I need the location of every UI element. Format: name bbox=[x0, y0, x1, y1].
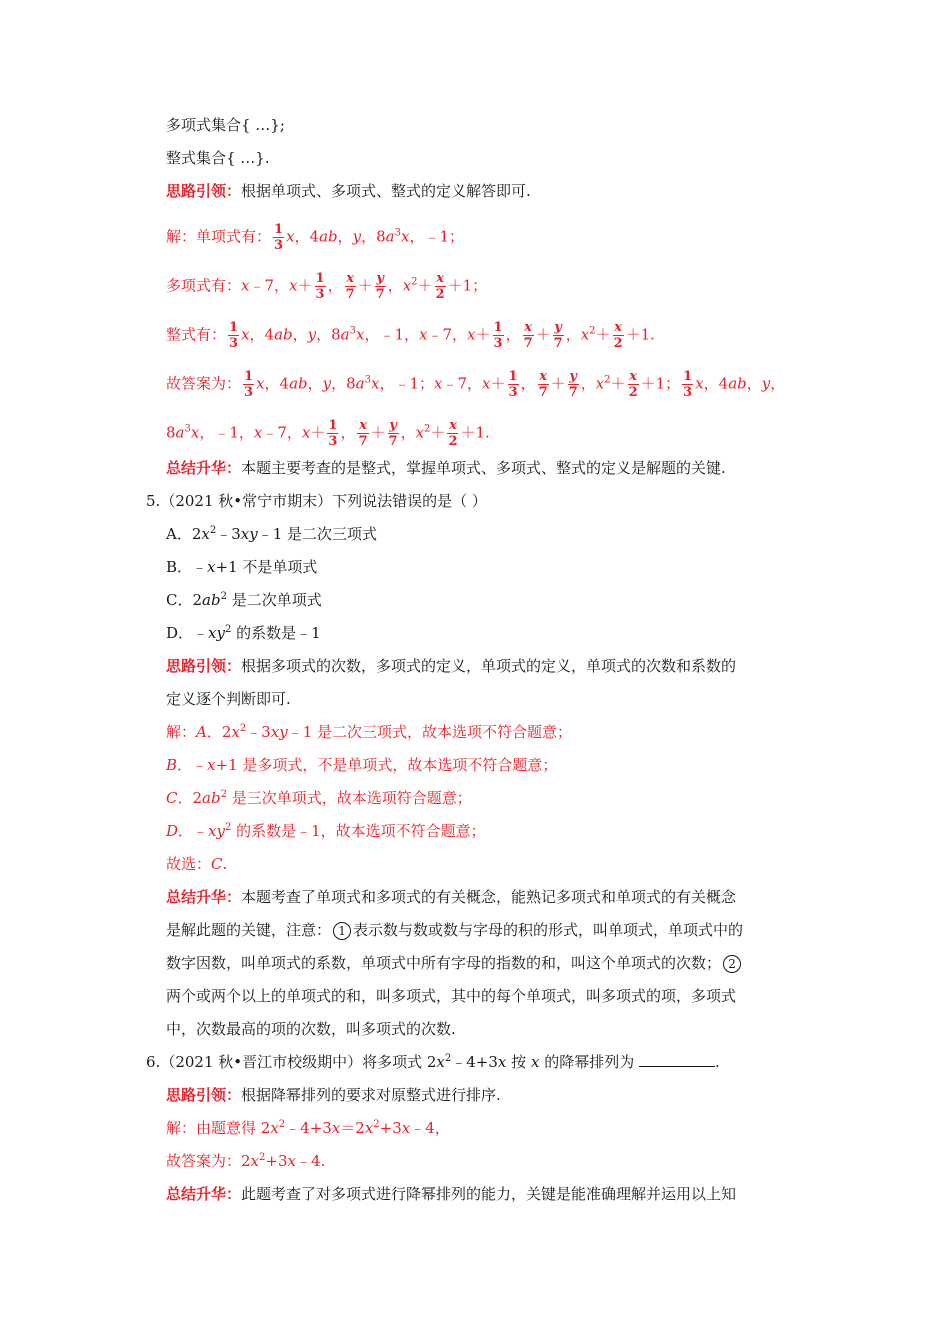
q5-summary-2: 是解此题的关键，注意： 1 表示数与数或数与字母的积的形式，叫单项式，单项式中的 bbox=[166, 921, 744, 939]
question-5-stem: 5.（2021 秋•常宁市期末）下列说法错误的是（ ） bbox=[146, 492, 487, 510]
summary-line bbox=[166, 457, 726, 479]
hint-text: 根据单项式、多项式、整式的定义解答即可. bbox=[241, 182, 531, 200]
option-c: C．$2ab^2$ 是二次单项式 bbox=[166, 591, 322, 609]
hint-label: 思路引领： bbox=[166, 182, 242, 200]
answer-line-2: $8a^3x$，﹣1，x﹣7，x＋ $\frac{1}{3}$ ， $\frac{x}{7}$ ＋ $\frac{y}{7}$ ，$x^2+$ $\frac{x}{2}$ ＋1. bbox=[166, 418, 490, 449]
q5-hint-line-2: 定义逐个判断即可. bbox=[166, 690, 291, 708]
summary-text: 本题主要考查的是整式，掌握单项式、多项式、整式的定义是解题的关键. bbox=[241, 459, 726, 477]
option-a: A．$2x^2﹣3xy﹣1$ 是二次三项式 bbox=[166, 525, 378, 543]
q6-solution: 解：由题意得 $2x^2﹣4+3x=2x^2+3x﹣4$， bbox=[166, 1119, 450, 1137]
solution-monomials: 解：单项式有： $\frac{1}{3}$ x，4ab，y，$8a^3x$，﹣1； bbox=[166, 222, 465, 253]
solution-integrals-label: 整式有： bbox=[166, 325, 227, 344]
q5-summary-4: 两个或两个以上的单项式的和，叫多项式，其中的每个单项式，叫多项式的项，多项式 bbox=[166, 987, 737, 1005]
hint-line bbox=[166, 180, 531, 202]
q5-hint-line-1: 思路引领：根据多项式的次数，多项式的定义，单项式的定义，单项式的次数和系数的 bbox=[166, 657, 737, 675]
polynomial-set-line: 多项式集合{ …}; bbox=[166, 116, 285, 134]
q6-summary: 总结升华：此题考查了对多项式进行降幂排列的能力，关键是能准确理解并运用以上知 bbox=[166, 1185, 737, 1203]
answer-line-1: 故答案为： $\frac{1}{3}$ x，4ab，y，$8a^3x$，﹣1；x﹣7，x＋ $\frac{1}{3}$ ， $\frac{x}{7}$ ＋ $\frac{y}{7}$ ，$x^2+$ $\frac{x}{2}$ ＋1； $\frac{1}{3}$ x，4ab，y， bbox=[166, 369, 786, 400]
solution-polynomials: 多项式有：x﹣7，x＋ $\frac{1}{3}$ ， $\frac{x}{7}$ ＋ $\frac{y}{7}$ ，$x^2+$ $\frac{x}{2}$ ＋1； bbox=[166, 271, 488, 302]
q5-summary-3: 数字因数，叫单项式的系数，单项式中所有字母的指数的和，叫这个单项式的次数； 2 bbox=[166, 952, 743, 974]
q5-choice: 故选：C. bbox=[166, 855, 228, 873]
q5-solution-c: C．$2ab^2$ 是三次单项式，故本选项符合题意； bbox=[166, 789, 472, 807]
option-d: D．$﹣xy^2$ 的系数是﹣1 bbox=[166, 624, 321, 642]
solution-polynomials-label: 多项式有： bbox=[166, 276, 242, 295]
answer-blank bbox=[639, 1052, 715, 1067]
option-b: B．﹣x+1 不是单项式 bbox=[166, 558, 318, 576]
q5-summary-1: 总结升华：本题考查了单项式和多项式的有关概念，能熟记多项式和单项式的有关概念 bbox=[166, 888, 737, 906]
q5-solution-a: 解：A．$2x^2﹣3xy﹣1$ 是二次三项式，故本选项不符合题意； bbox=[166, 723, 573, 741]
summary-label: 总结升华： bbox=[166, 459, 242, 477]
answer-label: 故答案为： bbox=[166, 374, 242, 393]
solution-integrals: 整式有： $\frac{1}{3}$ x，4ab，y，$8a^3x$，﹣1，x﹣7，x＋ $\frac{1}{3}$ ， $\frac{x}{7}$ ＋ $\frac{y}{7}$ ，$x^2+$ $\frac{x}{2}$ ＋1. bbox=[166, 320, 655, 351]
q5-solution-d: D．$﹣xy^2$ 的系数是﹣1，故本选项不符合题意； bbox=[166, 822, 486, 840]
q5-summary-5: 中，次数最高的项的次数，叫多项式的次数. bbox=[166, 1020, 456, 1038]
q6-answer: 故答案为：$2x^2+3x﹣4$. bbox=[166, 1152, 326, 1170]
solution-monomials-label: 解：单项式有： bbox=[166, 227, 272, 246]
integral-set-line: 整式集合{ …}. bbox=[166, 149, 270, 167]
q5-solution-b: B．﹣x+1 是多项式，不是单项式，故本选项不符合题意； bbox=[166, 756, 558, 774]
q6-hint: 思路引领：根据降幂排列的要求对原整式进行排序. bbox=[166, 1086, 501, 1104]
question-6-stem: 6.（2021 秋•晋江市校级期中）将多项式 $2x^2﹣4+3x$ 按 x 的降幂排列为 . bbox=[146, 1053, 720, 1071]
